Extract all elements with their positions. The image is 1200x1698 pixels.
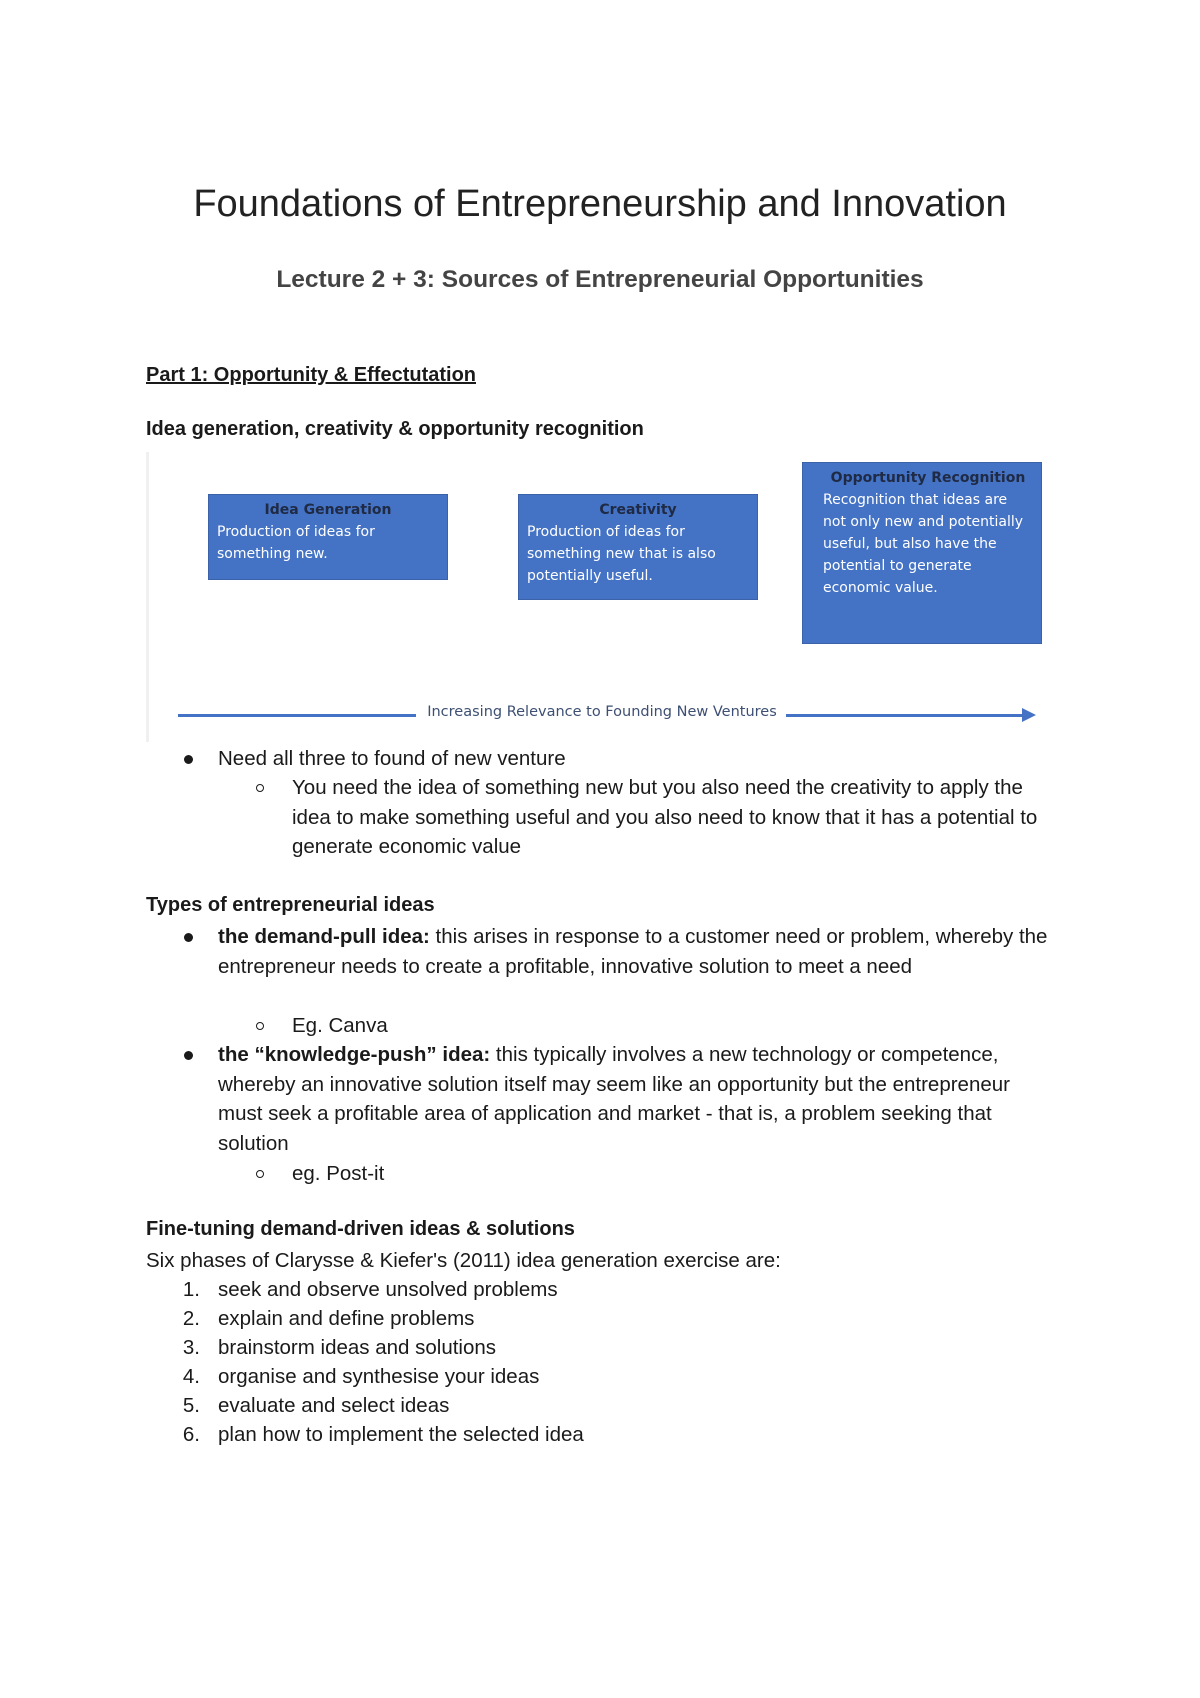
bullet-dot-icon	[184, 755, 193, 764]
bullet-circle-icon	[256, 1022, 264, 1030]
opportunity-recognition-box	[802, 462, 1042, 644]
creativity-box	[518, 494, 758, 600]
demand-pull-label: the demand-pull idea:	[218, 925, 430, 948]
creativity-text: Production of ideas for something new that is also potentially useful.	[527, 524, 716, 584]
diagram-edge	[146, 452, 149, 742]
opportunity-recognition-text: Recognition that ideas are not only new and potentially useful, but also have the potential to generate economic value.	[823, 492, 1024, 596]
list-item: eg. Post-it	[292, 1162, 385, 1185]
list-item: You need the idea of something new but you also need the creativity to apply the idea to make something useful and you also need to know that it has a potential to generate economic value	[292, 776, 1038, 858]
bullet-circle-icon	[256, 1170, 264, 1178]
list-item-knowledge-push	[218, 1040, 1058, 1158]
step-number: 1.	[182, 1278, 200, 1301]
demand-pull-text: this arises in response to a customer need or problem, whereby the entrepreneur needs to create a profitable, innovative solution to meet a need	[218, 925, 1048, 978]
step-item: organise and synthesise your ideas	[218, 1365, 540, 1388]
bullet-dot-icon	[184, 933, 193, 942]
list-item-demand-pull	[218, 922, 1058, 981]
document-subtitle: Lecture 2 + 3: Sources of Entrepreneurial Opportunities	[276, 266, 924, 293]
idea-generation-box	[208, 494, 448, 580]
arrow-line-left	[178, 714, 416, 717]
list-item: Eg. Canva	[292, 1014, 388, 1037]
creativity-title: Creativity	[599, 502, 677, 518]
arrow-line-right	[786, 714, 1026, 717]
step-item: seek and observe unsolved problems	[218, 1278, 558, 1301]
idea-generation-text: Production of ideas for something new.	[217, 524, 375, 562]
knowledge-push-label: the “knowledge-push” idea:	[218, 1043, 491, 1066]
arrow-right-icon	[1022, 708, 1036, 722]
part-heading: Part 1: Opportunity & Effectutation	[146, 364, 476, 386]
document-title: Foundations of Entrepreneurship and Innovation	[193, 183, 1007, 225]
section-heading-types: Types of entrepreneurial ideas	[146, 894, 435, 916]
bullet-dot-icon	[184, 1051, 193, 1060]
step-number: 4.	[182, 1365, 200, 1388]
idea-generation-title: Idea Generation	[264, 502, 392, 518]
step-item: explain and define problems	[218, 1307, 475, 1330]
step-number: 2.	[182, 1307, 200, 1330]
arrow-label: Increasing Relevance to Founding New Ventures	[427, 704, 777, 720]
opportunity-diagram	[146, 452, 1046, 742]
step-item: evaluate and select ideas	[218, 1394, 450, 1417]
knowledge-push-text: this typically involves a new technology or competence, whereby an innovative solution itself may seem like an opportunity but the entrepreneur must seek a profitable area of application and market - that is, a problem seeking that solution	[218, 1043, 1010, 1155]
list-item: Need all three to found of new venture	[218, 747, 566, 770]
opportunity-recognition-title: Opportunity Recognition	[830, 470, 1026, 486]
step-number: 5.	[182, 1394, 200, 1417]
step-item: plan how to implement the selected idea	[218, 1423, 584, 1446]
section-heading-idea-generation: Idea generation, creativity & opportunity recognition	[146, 418, 644, 440]
section-heading-fine-tuning: Fine-tuning demand-driven ideas & solutions	[146, 1218, 575, 1240]
step-number: 6.	[182, 1423, 200, 1446]
step-item: brainstorm ideas and solutions	[218, 1336, 497, 1359]
intro-paragraph: Six phases of Clarysse & Kiefer's (2011) idea generation exercise are:	[146, 1249, 781, 1272]
bullet-circle-icon	[256, 784, 264, 792]
step-number: 3.	[182, 1336, 200, 1359]
